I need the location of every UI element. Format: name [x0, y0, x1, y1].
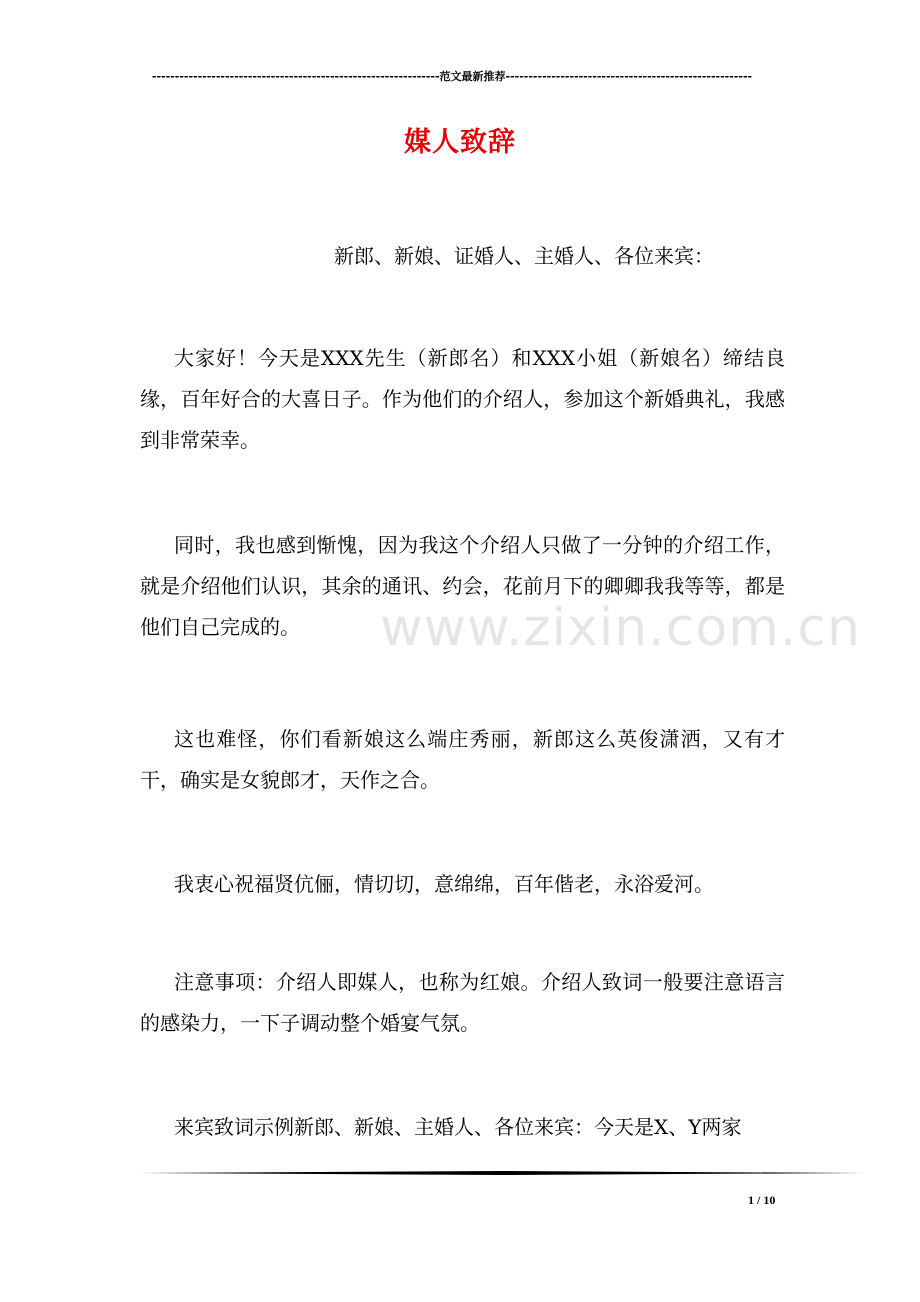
paragraph: 我衷心祝福贤伉俪，情切切，意绵绵，百年偕老，永浴爱河。 [174, 872, 714, 896]
watermark: www.zixin.com.cn [380, 598, 861, 658]
paragraph: 同时，我也感到惭愧，因为我这个介绍人只做了一分钟的介绍工作，就是介绍他们认识，其余的通讯、约会，花前月下的卿卿我我等等，都是他们自己完成的。 [140, 533, 785, 639]
paragraph: 注意事项：介绍人即媒人，也称为红娘。介绍人致词一般要注意语言的感染力，一下子调动整个婚宴气氛。 [140, 970, 785, 1035]
document-title: 媒人致辞 [404, 127, 516, 158]
paragraph: 这也难怪，你们看新娘这么端庄秀丽，新郎这么英俊潇洒，又有才干，确实是女貌郎才，天作之合。 [140, 727, 785, 792]
paragraph-1-block [140, 338, 785, 461]
salutation: 新郎、新娘、证婚人、主婚人、各位来宾： [334, 244, 714, 268]
paragraph-6-block [140, 1107, 785, 1148]
paragraph: 大家好！今天是XXX先生（新郎名）和XXX小姐（新娘名）缔结良缘，百年好合的大喜日子。作为他们的介绍人，参加这个新婚典礼，我感到非常荣幸。 [140, 346, 785, 452]
page-number: 1 / 10 [748, 1193, 776, 1207]
paragraph-4-block [140, 864, 785, 905]
page-header: ---------------------------------------------------------------范文最新推荐------------------------------------------------------ [151, 70, 753, 83]
paragraph: 来宾致词示例新郎、新娘、主婚人、各位来宾：今天是X、Y两家 [174, 1115, 742, 1139]
paragraph-5-block [140, 962, 785, 1044]
footer-rule [140, 1171, 864, 1175]
paragraph-3-block [140, 719, 785, 801]
